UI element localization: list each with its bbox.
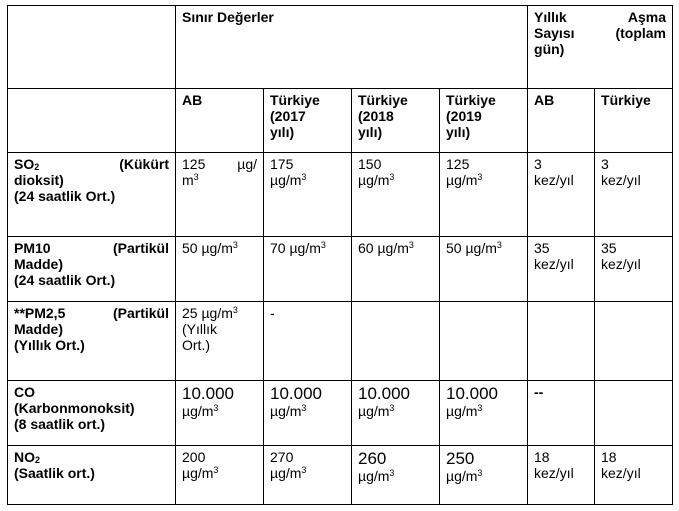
pm25-ab-note-a: (Yıllık — [182, 321, 217, 337]
so2-tr-2017-unit: µg/m — [270, 172, 302, 188]
pm10-exceed-ab — [528, 237, 595, 302]
no2-tr-2019-value: 250 — [446, 449, 475, 468]
pm25-averaging: (Yıllık Ort.) — [14, 337, 85, 353]
table-row-so2 — [8, 153, 673, 237]
co-tr-2019 — [440, 381, 528, 446]
col-header-tr-2018 — [352, 89, 440, 153]
co-tr-2018-value: 10.000 — [358, 384, 410, 403]
co-ab-sup: 3 — [213, 403, 219, 413]
so2-exceed-ab — [528, 153, 595, 237]
so2-ab-sup: 3 — [193, 172, 199, 182]
pm10-exceed-tr-count: 35 — [601, 240, 617, 256]
col-header-tr-2018-l3: yılı) — [358, 124, 383, 140]
co-tr-2017-sup: 3 — [301, 403, 307, 413]
so2-ab-value: 125 — [182, 156, 206, 172]
exceedance-header-line2 — [534, 25, 666, 41]
pollutant-name-co — [8, 381, 176, 446]
pm25-ab-limit — [176, 302, 264, 381]
co-tr-2017 — [264, 381, 352, 446]
pm25-tr-2017 — [264, 302, 352, 381]
limit-values-label: Sınır Değerler — [182, 9, 274, 25]
header-empty-cell — [8, 6, 176, 89]
col-header-exceed-ab — [528, 89, 595, 153]
so2-exceed-ab-unit: kez/yıl — [534, 172, 574, 188]
no2-tr-2018-value: 260 — [358, 449, 387, 468]
so2-exceed-tr-unit: kez/yıl — [601, 172, 641, 188]
co-exceed-tr — [595, 381, 673, 446]
pm10-tr-2017-value: 70 µg/m — [270, 240, 321, 256]
no2-tr-2017-unit: µg/m — [270, 465, 302, 481]
pm10-exceed-tr — [595, 237, 673, 302]
no2-tr-2017-unit-line — [270, 465, 345, 481]
pm10-exceed-ab-count: 35 — [534, 240, 550, 256]
no2-ab-value: 200 — [182, 449, 206, 465]
col-header-tr-2017-l2: (2017 — [270, 108, 306, 124]
no2-ab-sup: 3 — [213, 465, 219, 475]
co-averaging: (8 saatlik ort.) — [14, 416, 106, 432]
so2-ab-unit-b: m — [182, 172, 194, 188]
co-tr-2018-unit: µg/m — [358, 403, 390, 419]
co-tr-2019-unit-line — [446, 403, 521, 419]
pm10-tr-2019 — [440, 237, 528, 302]
pm25-name-word: (Partikül — [112, 305, 169, 321]
no2-tr-2018 — [352, 446, 440, 505]
pollutant-name-no2 — [8, 446, 176, 505]
pm25-exceed-tr — [595, 302, 673, 381]
so2-averaging: (24 saatlik Ort.) — [14, 188, 116, 204]
no2-tr-2017 — [264, 446, 352, 505]
pm25-symbol: **PM2,5 — [14, 305, 66, 321]
exceedance-header-line3: gün) — [534, 41, 565, 57]
no2-name-line1 — [14, 449, 169, 465]
col-header-exceed-ab-label: AB — [534, 92, 555, 108]
so2-exceed-ab-count: 3 — [534, 156, 542, 172]
pollutant-name-so2 — [8, 153, 176, 237]
pm10-tr-2017-sup: 3 — [320, 240, 326, 250]
co-ab-value: 10.000 — [182, 384, 234, 403]
co-ab-limit — [176, 381, 264, 446]
no2-exceed-ab-count: 18 — [534, 449, 550, 465]
so2-tr-2018-unit: µg/m — [358, 172, 390, 188]
exceedance-word-total: (toplam — [615, 25, 667, 41]
co-tr-2019-value: 10.000 — [446, 384, 498, 403]
pm25-tr-2018 — [352, 302, 440, 381]
exceedance-word-annual: Yıllık — [534, 9, 567, 25]
so2-ab-unit-a: µg/ — [237, 156, 257, 172]
so2-tr-2019 — [440, 153, 528, 237]
pollutant-name-pm25 — [8, 302, 176, 381]
no2-exceed-tr — [595, 446, 673, 505]
pm25-name-line1 — [14, 305, 169, 321]
no2-tr-2019-unit: µg/m — [446, 468, 478, 484]
pm10-tr-2018-sup: 3 — [408, 240, 414, 250]
so2-tr-2017 — [264, 153, 352, 237]
co-tr-2017-unit: µg/m — [270, 403, 302, 419]
pm25-ab-line1 — [182, 305, 257, 321]
no2-averaging: (Saatlik ort.) — [14, 465, 95, 481]
table-row-no2 — [8, 446, 673, 505]
no2-ab-unit-line — [182, 465, 257, 481]
pm10-ab-value: 50 µg/m — [182, 240, 233, 256]
pm25-tr-2019 — [440, 302, 528, 381]
co-tr-2017-value: 10.000 — [270, 384, 322, 403]
so2-tr-2017-sup: 3 — [301, 172, 307, 182]
so2-ab-limit — [176, 153, 264, 237]
no2-tr-2018-unit-line — [358, 468, 433, 484]
so2-symbol: SO — [14, 156, 35, 172]
no2-tr-2017-sup: 3 — [301, 465, 307, 475]
so2-exceed-tr — [595, 153, 673, 237]
pm10-ab-limit — [176, 237, 264, 302]
col-header-tr-2018-l1: Türkiye — [358, 92, 408, 108]
co-name: (Karbonmonoksit) — [14, 400, 135, 416]
pm10-symbol: PM10 — [14, 240, 51, 256]
pm10-averaging: (24 saatlik Ort.) — [14, 272, 116, 288]
pm25-exceed-ab — [528, 302, 595, 381]
no2-tr-2019-unit-line — [446, 468, 521, 484]
co-tr-2018-unit-line — [358, 403, 433, 419]
co-exceed-ab-value: -- — [534, 384, 544, 400]
col-header-tr-2017 — [264, 89, 352, 153]
col-header-tr-2019-l1: Türkiye — [446, 92, 496, 108]
no2-tr-2017-value: 270 — [270, 449, 294, 465]
col-header-tr-2019 — [440, 89, 528, 153]
annual-exceedance-header — [528, 6, 673, 89]
co-symbol: CO — [14, 384, 35, 400]
table-row-pm25 — [8, 302, 673, 381]
col-header-tr-2018-l2: (2018 — [358, 108, 394, 124]
so2-tr-2017-unit-line — [270, 172, 345, 188]
no2-symbol: NO — [14, 449, 35, 465]
so2-name-line1 — [14, 156, 169, 172]
pm25-ab-sup: 3 — [232, 305, 238, 315]
col-header-exceed-tr — [595, 89, 673, 153]
co-exceed-ab — [528, 381, 595, 446]
pm10-ab-sup: 3 — [232, 240, 238, 250]
subheader-row — [8, 89, 673, 153]
col-header-tr-2017-l3: yılı) — [270, 124, 295, 140]
so2-tr-2018 — [352, 153, 440, 237]
exceedance-header-line1 — [534, 9, 666, 25]
so2-tr-2018-unit-line — [358, 172, 433, 188]
so2-ab-line2 — [182, 172, 257, 188]
pm25-name-line2: Madde) — [14, 321, 63, 337]
table-row-co — [8, 381, 673, 446]
pm10-tr-2018-value: 60 µg/m — [358, 240, 409, 256]
pm10-exceed-ab-unit: kez/yıl — [534, 256, 574, 272]
co-tr-2017-unit-line — [270, 403, 345, 419]
pm10-tr-2017 — [264, 237, 352, 302]
pm10-exceed-tr-unit: kez/yıl — [601, 256, 641, 272]
no2-ab-unit: µg/m — [182, 465, 214, 481]
col-header-tr-2017-l1: Türkiye — [270, 92, 320, 108]
no2-exceed-ab — [528, 446, 595, 505]
so2-subscript: 2 — [34, 162, 40, 172]
col-header-ab-label: AB — [182, 92, 203, 108]
col-header-exceed-tr-label: Türkiye — [601, 92, 651, 108]
pm10-name-word: (Partikül — [112, 240, 169, 256]
so2-tr-2018-value: 150 — [358, 156, 382, 172]
col-header-tr-2019-l3: yılı) — [446, 124, 471, 140]
so2-tr-2017-value: 175 — [270, 156, 294, 172]
limit-values-header — [176, 6, 528, 89]
so2-name-line2: dioksit) — [14, 172, 64, 188]
col-header-tr-2019-l2: (2019 — [446, 108, 482, 124]
pollutant-name-pm10 — [8, 237, 176, 302]
pm10-name-line2: Madde) — [14, 256, 63, 272]
co-tr-2019-unit: µg/m — [446, 403, 478, 419]
co-ab-unit-line — [182, 403, 257, 419]
so2-tr-2019-unit-line — [446, 172, 521, 188]
co-tr-2018-sup: 3 — [389, 403, 395, 413]
so2-ab-line1 — [182, 156, 257, 172]
no2-exceed-tr-unit: kez/yıl — [601, 465, 641, 481]
pm25-tr-2017-value: - — [270, 305, 275, 321]
co-tr-2018 — [352, 381, 440, 446]
no2-exceed-ab-unit: kez/yıl — [534, 465, 574, 481]
exceedance-word-exceed: Aşma — [627, 9, 667, 25]
pm10-tr-2019-sup: 3 — [496, 240, 502, 250]
subheader-empty-cell — [8, 89, 176, 153]
so2-name-word: (Kükürt — [119, 156, 169, 172]
pm10-name-line1 — [14, 240, 169, 256]
so2-tr-2019-unit: µg/m — [446, 172, 478, 188]
pm25-ab-value: 25 µg/m — [182, 305, 233, 321]
no2-exceed-tr-count: 18 — [601, 449, 617, 465]
co-tr-2019-sup: 3 — [477, 403, 483, 413]
so2-tr-2018-sup: 3 — [389, 172, 395, 182]
so2-tr-2019-sup: 3 — [477, 172, 483, 182]
air-quality-limits-table — [7, 5, 673, 505]
exceedance-word-count: Sayısı — [534, 25, 575, 41]
no2-tr-2019-sup: 3 — [477, 468, 483, 478]
col-header-ab — [176, 89, 264, 153]
no2-tr-2018-sup: 3 — [389, 468, 395, 478]
co-ab-unit: µg/m — [182, 403, 214, 419]
no2-tr-2018-unit: µg/m — [358, 468, 390, 484]
no2-tr-2019 — [440, 446, 528, 505]
table-row-pm10 — [8, 237, 673, 302]
no2-ab-limit — [176, 446, 264, 505]
header-row — [8, 6, 673, 89]
pm10-tr-2018 — [352, 237, 440, 302]
pm25-ab-note-b: Ort.) — [182, 337, 210, 353]
no2-subscript: 2 — [35, 455, 41, 465]
so2-exceed-tr-count: 3 — [601, 156, 609, 172]
so2-tr-2019-value: 125 — [446, 156, 470, 172]
pm10-tr-2019-value: 50 µg/m — [446, 240, 497, 256]
